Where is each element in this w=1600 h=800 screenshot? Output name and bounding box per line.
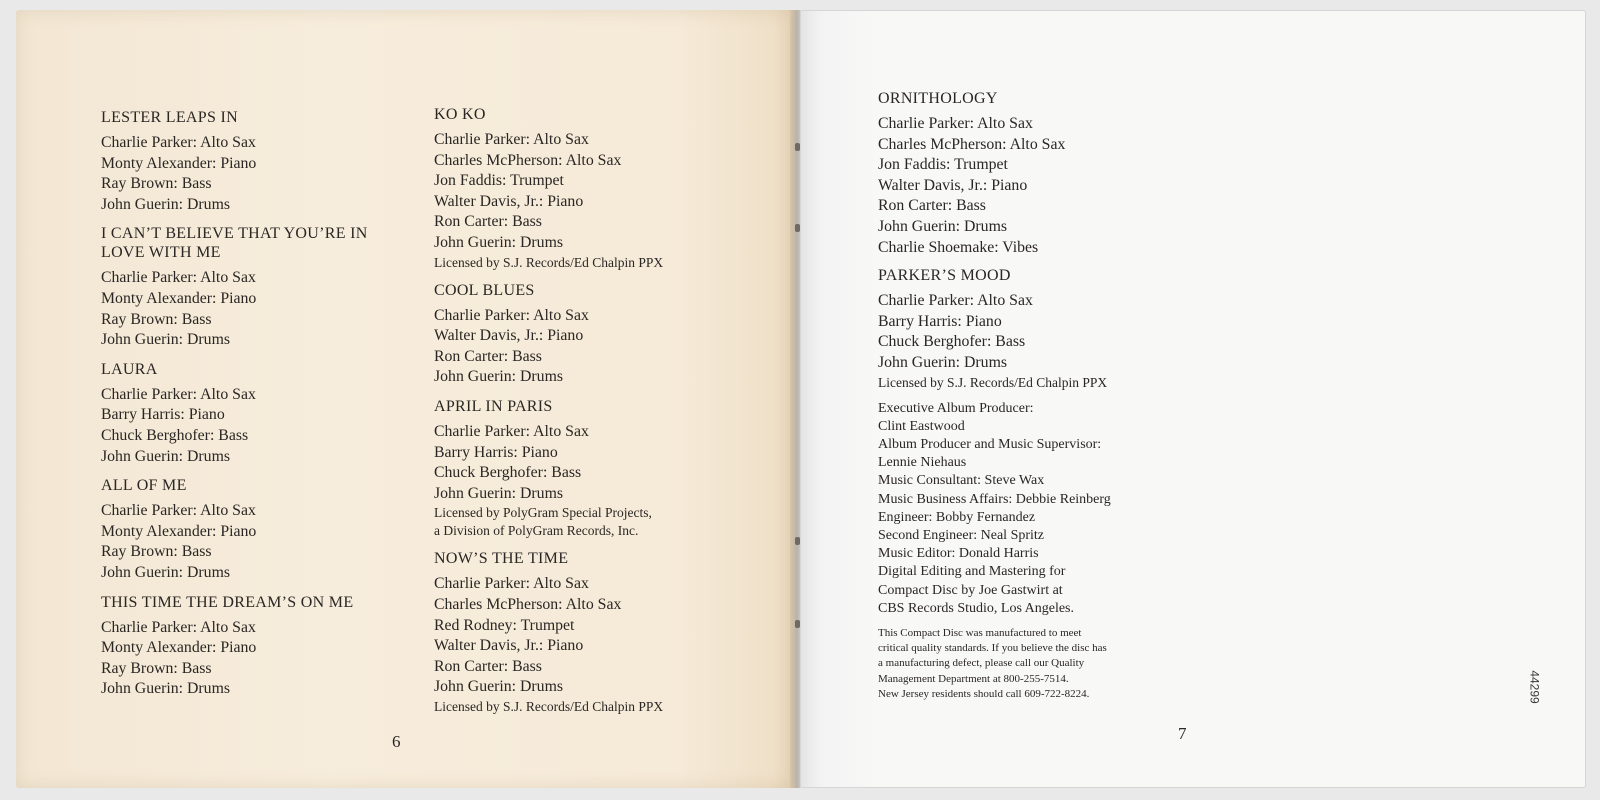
- credit-line: Second Engineer: Neal Spritz: [878, 527, 1045, 543]
- right-track-list: [878, 89, 1218, 392]
- musician-credit: Jon Faddis: Trumpet: [878, 156, 1008, 174]
- musician-credit: Ray Brown: Bass: [101, 543, 212, 561]
- credit-line: Lennie Niehaus: [878, 455, 967, 471]
- musician-credit: Walter Davis, Jr.: Piano: [434, 327, 584, 345]
- musician-credit: John Guerin: Drums: [878, 217, 1007, 235]
- musician-credit: Barry Harris: Piano: [101, 406, 225, 424]
- track-block: [878, 266, 1218, 391]
- track-block: [101, 360, 411, 467]
- page-number-left: 6: [392, 732, 401, 751]
- musician-credit: Monty Alexander: Piano: [101, 522, 257, 540]
- disclaimer-line: New Jersey residents should call 609-722-8224.: [878, 687, 1090, 700]
- musician-credit: Charles McPherson: Alto Sax: [434, 595, 622, 613]
- track-block: [101, 476, 411, 583]
- musician-credit: Charles McPherson: Alto Sax: [878, 135, 1066, 153]
- musician-credit: Charlie Parker: Alto Sax: [101, 385, 256, 403]
- disclaimer-line: critical quality standards. If you believe the disc has: [878, 642, 1107, 655]
- track-title: KO KO: [434, 106, 486, 123]
- track-block: [434, 105, 764, 272]
- track-block: [101, 108, 411, 215]
- musician-credit: John Guerin: Drums: [101, 195, 230, 213]
- license-note: Licensed by PolyGram Special Projects,: [434, 505, 652, 521]
- left-column-1: [101, 108, 411, 709]
- track-block: [101, 593, 411, 700]
- disclaimer-line: a manufacturing defect, please call our Quality: [878, 657, 1085, 670]
- license-note: Licensed by S.J. Records/Ed Chalpin PPX: [878, 374, 1108, 390]
- track-title: LAURA: [101, 360, 158, 378]
- credit-line: Compact Disc by Joe Gastwirt at: [878, 582, 1063, 598]
- musician-credit: Charlie Parker: Alto Sax: [878, 292, 1033, 310]
- credit-line: Music Editor: Donald Harris: [878, 546, 1039, 562]
- track-title: ALL OF ME: [101, 477, 187, 495]
- musician-credit: Walter Davis, Jr.: Piano: [434, 637, 584, 655]
- musician-credit: Ray Brown: Bass: [101, 310, 212, 328]
- musician-credit: John Guerin: Drums: [878, 353, 1007, 371]
- musician-credit: Ron Carter: Bass: [434, 657, 542, 675]
- track-title: PARKER’S MOOD: [878, 267, 1011, 285]
- right-column: [878, 89, 1218, 702]
- musician-credit: Walter Davis, Jr.: Piano: [878, 176, 1028, 194]
- musician-credit: Jon Faddis: Trumpet: [434, 172, 564, 190]
- musician-credit: Charlie Parker: Alto Sax: [101, 618, 256, 636]
- musician-credit: John Guerin: Drums: [434, 484, 563, 502]
- musician-credit: Charlie Parker: Alto Sax: [101, 502, 256, 520]
- credit-line: Clint Eastwood: [878, 418, 965, 434]
- track-block: [101, 224, 411, 350]
- musician-credit: Walter Davis, Jr.: Piano: [434, 192, 584, 210]
- musician-credit: John Guerin: Drums: [434, 678, 563, 696]
- musician-credit: Charlie Parker: Alto Sax: [434, 575, 589, 593]
- track-title: THIS TIME THE DREAM’S ON ME: [101, 593, 354, 611]
- musician-credit: Monty Alexander: Piano: [101, 639, 257, 657]
- credit-line: Executive Album Producer:: [878, 400, 1034, 416]
- catalog-number: 44299: [1527, 670, 1542, 704]
- musician-credit: John Guerin: Drums: [434, 368, 563, 386]
- musician-credit: Charlie Parker: Alto Sax: [101, 269, 256, 287]
- track-title: ORNITHOLOGY: [878, 90, 998, 107]
- left-column-2: [434, 105, 764, 725]
- track-title: I CAN’T BELIEVE THAT YOU’RE IN LOVE WITH ME: [101, 225, 368, 262]
- disclaimer-line: This Compact Disc was manufactured to meet: [878, 626, 1082, 639]
- musician-credit: Barry Harris: Piano: [878, 312, 1002, 330]
- track-block: [434, 281, 764, 388]
- credit-line: Digital Editing and Mastering for: [878, 564, 1066, 580]
- musician-credit: Ron Carter: Bass: [878, 197, 986, 215]
- musician-credit: John Guerin: Drums: [101, 680, 230, 698]
- quality-disclaimer: [878, 626, 1218, 702]
- musician-credit: John Guerin: Drums: [101, 331, 230, 349]
- track-block: [434, 549, 764, 716]
- musician-credit: John Guerin: Drums: [101, 563, 230, 581]
- musician-credit: Charlie Shoemake: Vibes: [878, 238, 1039, 256]
- credit-line: Music Business Affairs: Debbie Reinberg: [878, 491, 1111, 507]
- album-credits: [878, 400, 1218, 618]
- musician-credit: Chuck Berghofer: Bass: [434, 464, 582, 482]
- musician-credit: Ray Brown: Bass: [101, 659, 212, 677]
- credit-line: Music Consultant: Steve Wax: [878, 473, 1045, 489]
- musician-credit: Charlie Parker: Alto Sax: [434, 131, 589, 148]
- track-title: LESTER LEAPS IN: [101, 109, 238, 126]
- track-title: APRIL IN PARIS: [434, 397, 553, 415]
- musician-credit: Red Rodney: Trumpet: [434, 616, 575, 634]
- credit-line: CBS Records Studio, Los Angeles.: [878, 600, 1075, 616]
- credit-line: Album Producer and Music Supervisor:: [878, 436, 1102, 452]
- license-note: Licensed by S.J. Records/Ed Chalpin PPX: [434, 698, 664, 714]
- musician-credit: John Guerin: Drums: [101, 447, 230, 465]
- musician-credit: John Guerin: Drums: [434, 233, 563, 251]
- credit-line: Engineer: Bobby Fernandez: [878, 509, 1036, 525]
- track-title: COOL BLUES: [434, 281, 535, 299]
- musician-credit: Ray Brown: Bass: [101, 175, 212, 193]
- musician-credit: Charlie Parker: Alto Sax: [434, 422, 589, 440]
- page-number-right: 7: [1178, 724, 1187, 743]
- musician-credit: Charlie Parker: Alto Sax: [434, 306, 589, 324]
- track-block: [434, 397, 764, 540]
- musician-credit: Monty Alexander: Piano: [101, 289, 257, 307]
- musician-credit: Charlie Parker: Alto Sax: [878, 115, 1033, 132]
- disclaimer-line: Management Department at 800-255-7514.: [878, 672, 1069, 685]
- musician-credit: Ron Carter: Bass: [434, 347, 542, 365]
- musician-credit: Ron Carter: Bass: [434, 213, 542, 231]
- musician-credit: Monty Alexander: Piano: [101, 154, 257, 172]
- musician-credit: Chuck Berghofer: Bass: [101, 426, 249, 444]
- license-note: Licensed by S.J. Records/Ed Chalpin PPX: [434, 254, 664, 270]
- musician-credit: Chuck Berghofer: Bass: [878, 333, 1026, 351]
- musician-credit: Charlie Parker: Alto Sax: [101, 134, 256, 151]
- license-note: a Division of PolyGram Records, Inc.: [434, 523, 639, 539]
- musician-credit: Barry Harris: Piano: [434, 443, 558, 461]
- track-title: NOW’S THE TIME: [434, 550, 569, 568]
- track-block: [878, 89, 1218, 258]
- musician-credit: Charles McPherson: Alto Sax: [434, 151, 622, 169]
